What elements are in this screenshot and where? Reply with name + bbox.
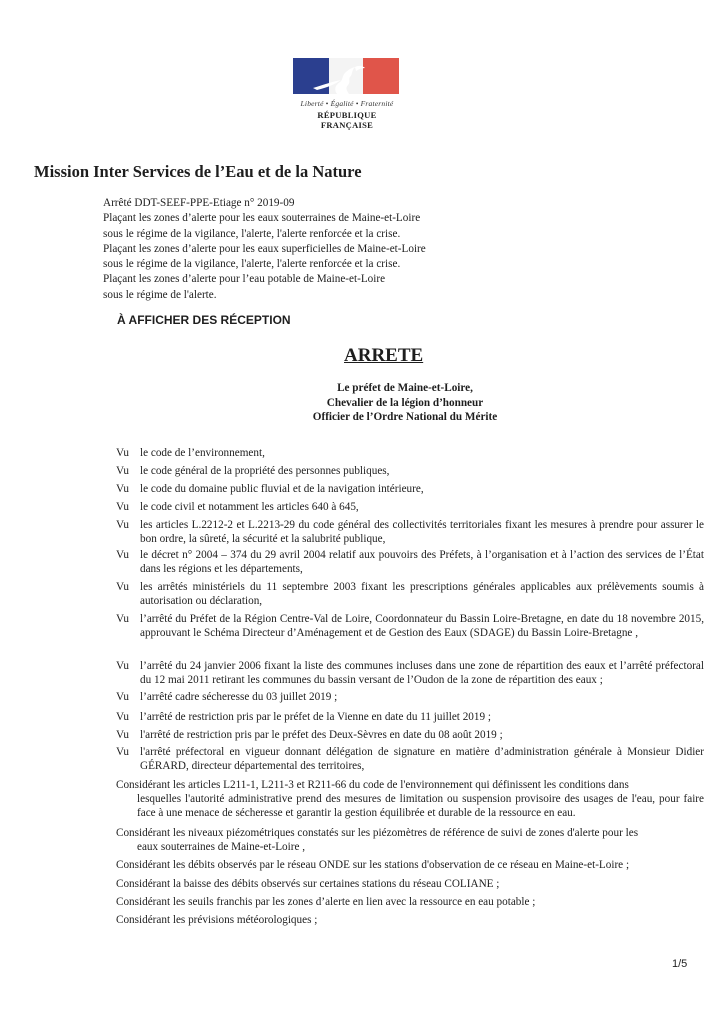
arrete-title: ARRETE bbox=[344, 345, 424, 366]
vu-clause: Vu l'arrêté de restriction pris par le préfet des Deux-Sèvres en date du 08 août 2019 ; bbox=[116, 729, 503, 741]
vu-clause: Vu les articles L.2212-2 et L.2213-29 du code général des collectivités territoriales fixant les mesures à prendre pour assurer le bon ordre, la sûreté, la sécurité et la salubrité publique, bbox=[116, 519, 704, 546]
intro-line: Plaçant les zones d’alerte pour les eaux superficielles de Maine-et-Loire bbox=[103, 242, 426, 255]
intro-line: sous le régime de l'alerte. bbox=[103, 288, 217, 301]
tricolor-flag-icon bbox=[293, 58, 399, 94]
mission-heading: Mission Inter Services de l’Eau et de la Nature bbox=[34, 162, 362, 181]
intro-line: sous le régime de la vigilance, l'alerte, l'alerte renforcée et la crise. bbox=[103, 227, 401, 240]
considerant-clause: Considérant les débits observés par le réseau ONDE sur les stations d'observation de ce réseau en Maine-et-Loire ; bbox=[116, 859, 630, 871]
prefet-line: Le préfet de Maine-et-Loire, bbox=[337, 382, 473, 394]
display-notice: À AFFICHER DES RÉCEPTION bbox=[117, 313, 291, 327]
intro-line: sous le régime de la vigilance, l'alerte, l'alerte renforcée et la crise. bbox=[103, 258, 401, 271]
vu-clause: Vu l'arrêté préfectoral en vigueur donnant délégation de signature en matière d’administration générale à Monsieur Didier GÉRARD, directeur départemental des territoires, bbox=[116, 746, 704, 773]
vu-clause: Vu l’arrêté de restriction pris par le préfet de la Vienne en date du 11 juillet 2019 ; bbox=[116, 711, 491, 723]
vu-clause: Vu le code civil et notamment les articles 640 à 645, bbox=[116, 501, 359, 513]
vu-clause: Vu l’arrêté cadre sécheresse du 03 juillet 2019 ; bbox=[116, 691, 338, 703]
intro-line: Plaçant les zones d’alerte pour l’eau potable de Maine-et-Loire bbox=[103, 273, 386, 286]
considerant-clause: Considérant la baisse des débits observés sur certaines stations du réseau COLIANE ; bbox=[116, 878, 500, 890]
intro-line: Plaçant les zones d’alerte pour les eaux souterraines de Maine-et-Loire bbox=[103, 212, 421, 225]
vu-clause: Vu les arrêtés ministériels du 11 septembre 2003 fixant les prescriptions générales applicables aux prélèvements soumis à autorisation ou déclaration, bbox=[116, 581, 704, 608]
vu-clause: Vu le code du domaine public fluvial et de la navigation intérieure, bbox=[116, 483, 424, 495]
intro-line: Arrêté DDT-SEEF-PPE-Etiage n° 2019-09 bbox=[103, 197, 295, 209]
vu-clause: Vu l’arrêté du 24 janvier 2006 fixant la liste des communes incluses dans une zone de répartition des eaux et l’arrêté préfectoral du 12 mai 2011 retirant les communes du bassin versant de l’Oudon de la zone de répartition des eaux ; bbox=[116, 660, 704, 687]
prefet-line: Officier de l’Ordre National du Mérite bbox=[312, 411, 498, 424]
vu-clause: Vu le code général de la propriété des personnes publiques, bbox=[116, 465, 390, 477]
considerant-clause: Considérant les prévisions météorologiques ; bbox=[116, 914, 318, 926]
prefet-line: Chevalier de la légion d’honneur bbox=[326, 396, 484, 409]
marianne-logo bbox=[293, 58, 401, 130]
prefet-block bbox=[250, 381, 560, 425]
republic-motto: Liberté • Égalité • Fraternité bbox=[300, 99, 394, 108]
considerant-clause: Considérant les seuils franchis par les zones d’alerte en lien avec la ressource en eau potable ; bbox=[116, 896, 536, 908]
arrete-intro bbox=[103, 196, 426, 303]
marianne-profile-icon bbox=[293, 58, 399, 94]
vu-clause: Vu le décret n° 2004 – 374 du 29 avril 2004 relatif aux pouvoirs des Préfets, à l’organisation et à l’action des services de l’État dans les régions et les départements, bbox=[116, 549, 704, 576]
republic-name: RÉPUBLIQUE FRANÇAISE bbox=[317, 110, 377, 130]
vu-clause: Vu le code de l’environnement, bbox=[116, 447, 265, 459]
considerant-clause: Considérant les niveaux piézométriques constatés sur les piézomètres de référence de suivi de zones d'alerte pour les eaux souterraines de Maine-et-Loire , bbox=[116, 827, 639, 854]
page-number: 1/5 bbox=[672, 958, 688, 970]
vu-clause: Vu l’arrêté du Préfet de la Région Centre-Val de Loire, Coordonnateur du Bassin Loire-Bretagne, en date du 18 novembre 2015, approuvant le Schéma Directeur d’Aménagement et de Gestion des Eaux (SDAGE) du Bassin Loire-Bretagne , bbox=[116, 613, 704, 640]
considerant-clause: Considérant les articles L211-1, L211-3 et R211-66 du code de l'environnement qui définissent les conditions dans lesquelles l'autorité administrative prend des mesures de limitation ou suspension provisoire des usages de l'eau, pour faire face à une menace de sécheresse et garantir la gestion équilibrée et durable de la ressource en eau. bbox=[116, 779, 704, 820]
